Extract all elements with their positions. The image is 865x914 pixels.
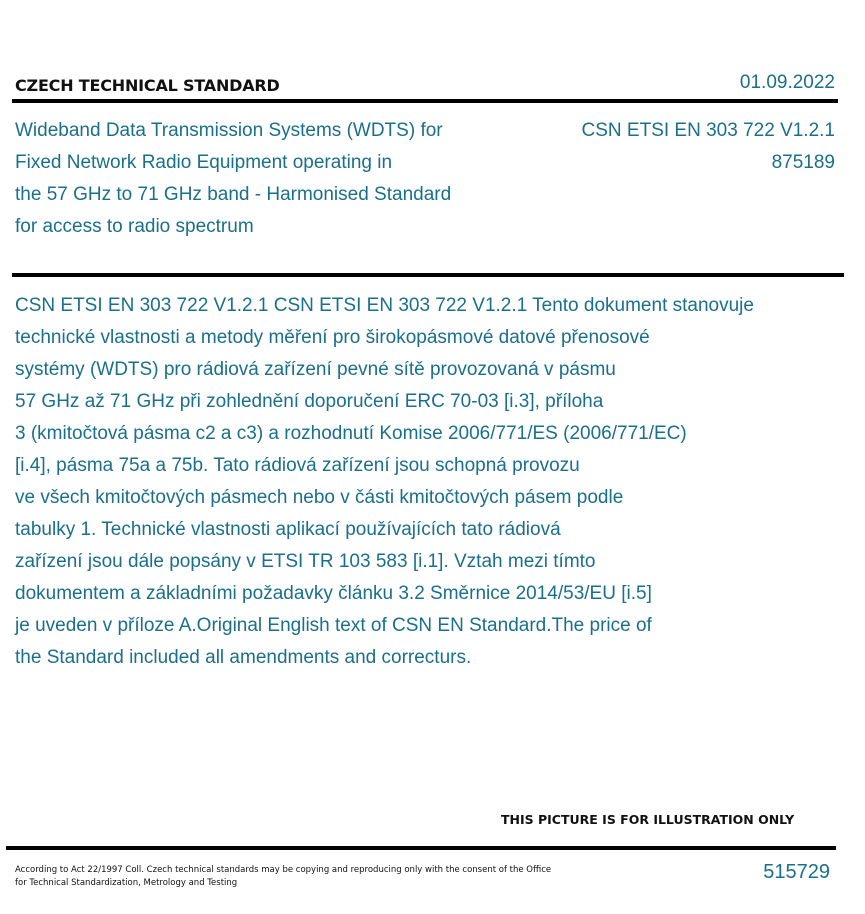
abstract-line: technické vlastnosti a metody měření pro širokopásmové datové přenosové	[15, 327, 650, 348]
abstract-line: zařízení jsou dále popsány v ETSI TR 103 583 [i.1]. Vztah mezi tímto	[15, 551, 596, 572]
document-number: 515729	[763, 861, 830, 883]
abstract-line: CSN ETSI EN 303 722 V1.2.1 CSN ETSI EN 303 722 V1.2.1 Tento dokument stanovuje	[15, 295, 754, 316]
legal-notice	[15, 864, 615, 890]
abstract-line: tabulky 1. Technické vlastnosti aplikací používajících tato rádiová	[15, 519, 561, 540]
standard-code: CSN ETSI EN 303 722 V1.2.1	[581, 120, 835, 141]
abstract-line: 3 (kmitočtová pásma c2 a c3) a rozhodnutí Komise 2006/771/ES (2006/771/EC)	[15, 423, 687, 444]
middle-divider	[12, 273, 844, 277]
abstract-line: the Standard included all amendments and correcturs.	[15, 647, 472, 668]
top-divider	[12, 99, 838, 103]
abstract-line: dokumentem a základními požadavky článku 3.2 Směrnice 2014/53/EU [i.5]	[15, 583, 652, 604]
abstract-line: [i.4], pásma 75a a 75b. Tato rádiová zařízení jsou schopná provozu	[15, 455, 580, 476]
legal-line: for Technical Standardization, Metrology and Testing	[15, 878, 238, 888]
title-line: for access to radio spectrum	[15, 216, 254, 237]
abstract-line: je uveden v příloze A.Original English text of CSN EN Standard.The price of	[15, 615, 652, 636]
standard-code-block	[582, 115, 835, 179]
standard-type-label: CZECH TECHNICAL STANDARD	[15, 76, 280, 95]
illustration-note: THIS PICTURE IS FOR ILLUSTRATION ONLY	[501, 812, 795, 827]
abstract-line: systémy (WDTS) pro rádiová zařízení pevné sítě provozovaná v pásmu	[15, 359, 616, 380]
title-line: Fixed Network Radio Equipment operating in	[15, 152, 393, 173]
publication-date: 01.09.2022	[739, 72, 835, 93]
abstract-line: ve všech kmitočtových pásmech nebo v části kmitočtových pásem podle	[15, 487, 624, 508]
standard-title	[15, 115, 535, 243]
title-line: Wideband Data Transmission Systems (WDTS) for	[15, 120, 443, 141]
class-number: 875189	[771, 152, 835, 173]
title-line: the 57 GHz to 71 GHz band - Harmonised Standard	[15, 184, 452, 205]
abstract-line: 57 GHz až 71 GHz při zohlednění doporučení ERC 70-03 [i.3], příloha	[15, 391, 604, 412]
bottom-divider	[6, 846, 836, 850]
abstract-text	[15, 290, 754, 674]
legal-line: According to Act 22/1997 Coll. Czech technical standards may be copying and reproducing only with the consent of the Office	[15, 865, 552, 875]
